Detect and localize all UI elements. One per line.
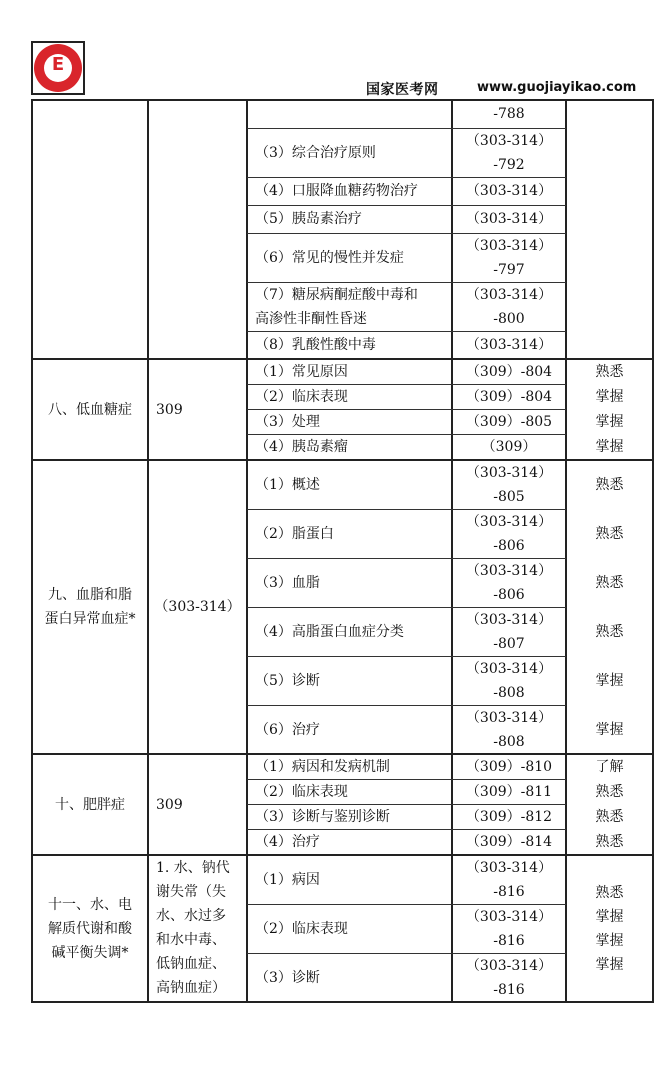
mastery-level: 掌握 bbox=[595, 413, 624, 430]
reference-page: （303-314） bbox=[465, 611, 553, 628]
reference-page: （303-314） bbox=[465, 513, 553, 530]
section-code: （303-314） bbox=[154, 599, 241, 615]
mastery-level: 掌握 bbox=[595, 388, 624, 405]
reference-page: （303-314） bbox=[465, 286, 553, 303]
site-logo bbox=[31, 41, 85, 95]
table-row-border bbox=[247, 331, 566, 332]
section-code: 1. 水、钠代 谢失常（失 水、水过多 和水中毒、 低钠血症、 高钠血症） bbox=[156, 860, 230, 996]
mastery-level: 熟悉 bbox=[595, 476, 624, 493]
table-column-border bbox=[246, 100, 248, 1003]
reference-page: -808 bbox=[493, 684, 525, 701]
reference-page: -805 bbox=[493, 488, 525, 505]
reference-page: -788 bbox=[493, 106, 525, 122]
table-column-border bbox=[652, 100, 654, 1003]
site-name: 国家医考网 bbox=[366, 82, 439, 98]
topic-item: （7）糖尿病酮症酸中毒和 高渗性非酮性昏迷 bbox=[255, 286, 418, 327]
mastery-level: 掌握 bbox=[595, 672, 624, 689]
reference-page: -806 bbox=[493, 537, 525, 554]
topic-item: （4）口服降血糖药物治疗 bbox=[255, 183, 418, 199]
topic-item: （5）胰岛素治疗 bbox=[255, 211, 362, 227]
logo-mark-icon: E bbox=[51, 54, 65, 75]
topic-item: （1）常见原因 bbox=[255, 363, 348, 380]
reference-page: （303-314） bbox=[465, 660, 553, 677]
reference-page: -816 bbox=[493, 932, 525, 949]
section-code: 309 bbox=[156, 401, 183, 418]
mastery-level: 熟悉 bbox=[595, 834, 624, 850]
mastery-level: 熟悉 bbox=[595, 783, 624, 800]
topic-item: （4）治疗 bbox=[255, 834, 320, 850]
reference-page: （309） bbox=[481, 439, 537, 455]
mastery-level: 掌握 bbox=[595, 908, 624, 925]
table-row-border bbox=[247, 177, 566, 178]
table-row-border bbox=[247, 205, 566, 206]
reference-page: （303-314） bbox=[465, 237, 553, 254]
mastery-level: 掌握 bbox=[595, 439, 624, 455]
topic-item: （3）血脂 bbox=[255, 574, 320, 591]
section-title: 八、低血糖症 bbox=[48, 401, 132, 418]
topic-item: （3）诊断与鉴别诊断 bbox=[255, 808, 390, 825]
reference-page: -800 bbox=[493, 310, 525, 327]
reference-page: -797 bbox=[493, 261, 525, 278]
site-url[interactable]: www.guojiayikao.com bbox=[477, 80, 637, 95]
reference-page: （303-314） bbox=[465, 908, 553, 925]
mastery-level: 熟悉 bbox=[595, 808, 624, 825]
reference-page: （303-314） bbox=[465, 337, 553, 353]
topic-item: （2）临床表现 bbox=[255, 783, 348, 800]
reference-page: -792 bbox=[493, 156, 525, 173]
mastery-level: 掌握 bbox=[595, 721, 624, 738]
reference-page: （303-314） bbox=[465, 132, 553, 149]
reference-page: -806 bbox=[493, 586, 525, 603]
mastery-level: 熟悉 bbox=[595, 623, 624, 640]
mastery-level: 熟悉 bbox=[595, 884, 624, 901]
topic-item: （1）病因和发病机制 bbox=[255, 758, 390, 775]
topic-item: （6）治疗 bbox=[255, 721, 320, 738]
topic-item: （2）脂蛋白 bbox=[255, 525, 334, 542]
reference-page: （303-314） bbox=[465, 709, 553, 726]
section-title: 十、肥胖症 bbox=[55, 796, 125, 813]
reference-page: （309）-814 bbox=[465, 834, 553, 850]
topic-item: （4）高脂蛋白血症分类 bbox=[255, 623, 404, 640]
reference-page: -816 bbox=[493, 981, 525, 998]
reference-page: （303-314） bbox=[465, 464, 553, 481]
mastery-level: 熟悉 bbox=[595, 363, 624, 380]
topic-item: （5）诊断 bbox=[255, 672, 320, 689]
table-section-border bbox=[31, 99, 654, 101]
topic-item: （2）临床表现 bbox=[255, 920, 348, 937]
mastery-level: 了解 bbox=[595, 758, 624, 775]
section-title: 九、血脂和脂 蛋白异常血症* bbox=[44, 587, 136, 627]
reference-page: （303-314） bbox=[465, 183, 553, 199]
reference-page: （309）-805 bbox=[465, 413, 553, 430]
reference-page: （309）-811 bbox=[465, 783, 553, 800]
reference-page: （309）-810 bbox=[465, 758, 553, 775]
section-title: 十一、水、电 解质代谢和酸 碱平衡失调* bbox=[48, 896, 132, 961]
reference-page: （309）-804 bbox=[465, 388, 553, 405]
reference-page: -808 bbox=[493, 733, 525, 750]
reference-page: （309）-804 bbox=[465, 363, 553, 380]
mastery-level: 掌握 bbox=[595, 956, 624, 973]
mastery-level: 掌握 bbox=[595, 932, 624, 949]
reference-page: -816 bbox=[493, 883, 525, 900]
topic-item: （2）临床表现 bbox=[255, 388, 348, 405]
reference-page: （303-314） bbox=[465, 562, 553, 579]
topic-item: （3）处理 bbox=[255, 413, 320, 430]
table-column-border bbox=[31, 100, 33, 1003]
table-column-border bbox=[147, 100, 149, 1003]
topic-item: （6）常见的慢性并发症 bbox=[255, 249, 404, 266]
topic-item: （3）诊断 bbox=[255, 969, 320, 986]
topic-item: （4）胰岛素瘤 bbox=[255, 439, 348, 455]
topic-item: （1）概述 bbox=[255, 476, 320, 493]
reference-page: -807 bbox=[493, 635, 525, 652]
mastery-level: 熟悉 bbox=[595, 574, 624, 591]
mastery-level: 熟悉 bbox=[595, 525, 624, 542]
topic-item: （8）乳酸性酸中毒 bbox=[255, 337, 376, 353]
topic-item: （3）综合治疗原则 bbox=[255, 144, 376, 161]
reference-page: （309）-812 bbox=[465, 808, 553, 825]
reference-page: （303-314） bbox=[465, 957, 553, 974]
section-code: 309 bbox=[156, 796, 183, 813]
topic-item: （1）病因 bbox=[255, 871, 320, 888]
reference-page: （303-314） bbox=[465, 859, 553, 876]
reference-page: （303-314） bbox=[465, 211, 553, 227]
